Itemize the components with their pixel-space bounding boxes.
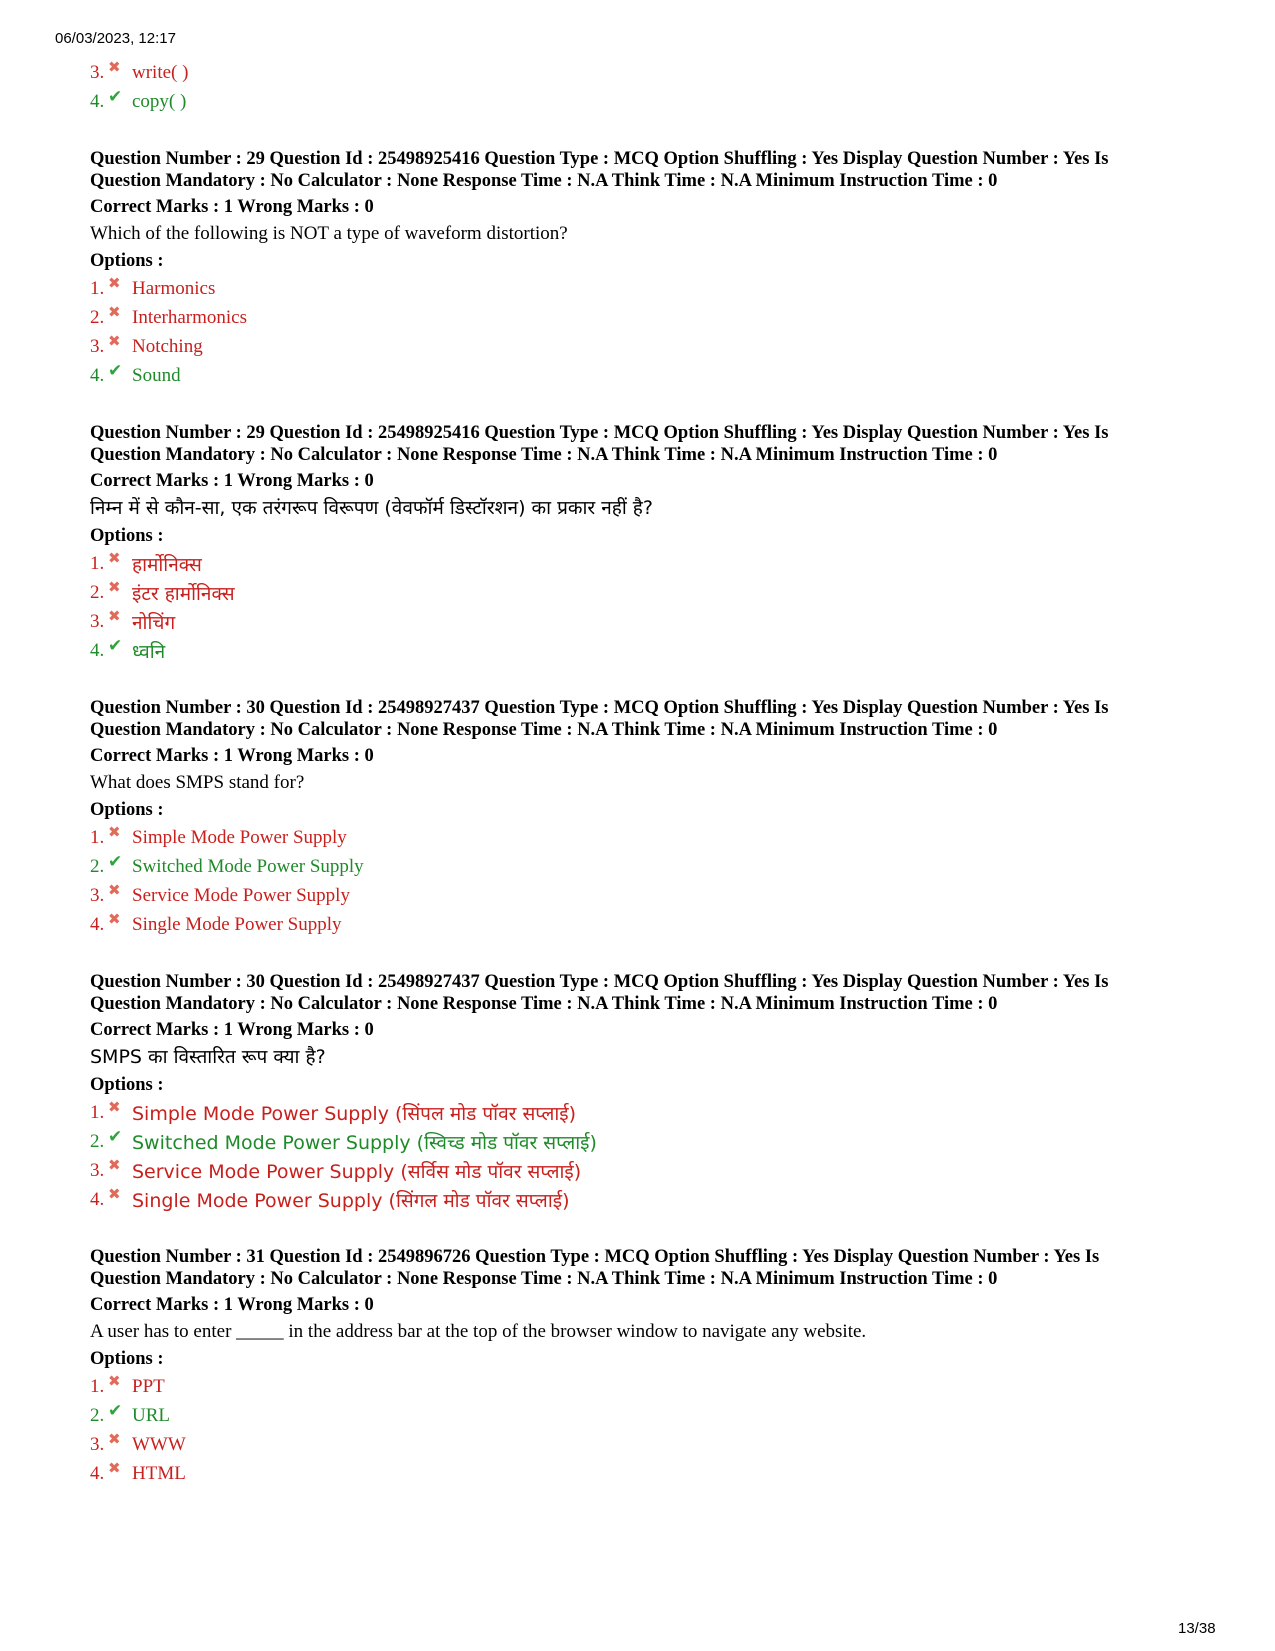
cross-mark-icon: ✖ xyxy=(108,609,121,625)
option-number: 3. xyxy=(90,1159,105,1181)
option-item xyxy=(90,1401,1200,1430)
question-text xyxy=(90,220,1200,248)
cross-mark-icon: ✖ xyxy=(108,580,121,596)
option-text: PPT xyxy=(132,1375,165,1397)
question-meta-line-2: Question Mandatory : No Calculator : None Response Time : N.A Think Time : N.A Minimum Instruction Time : 0 xyxy=(90,1269,998,1289)
option-number: 4. xyxy=(90,639,105,661)
option-item xyxy=(90,1127,1200,1156)
option-text: Harmonics xyxy=(132,277,216,299)
option-text: हार्मोनिक्स xyxy=(132,553,202,576)
question-text-content: What does SMPS stand for? xyxy=(90,772,305,793)
carryover-options xyxy=(90,58,1200,116)
option-number: 1. xyxy=(90,1101,105,1123)
check-mark-icon: ✔ xyxy=(108,635,123,655)
option-number: 2. xyxy=(90,581,105,603)
question-meta-line-1: Question Number : 30 Question Id : 25498927437 Question Type : MCQ Option Shuffling : Yes Display Question Number : Yes Is xyxy=(90,698,1109,718)
question-marks: Correct Marks : 1 Wrong Marks : 0 xyxy=(90,1020,374,1040)
option-item xyxy=(90,636,1200,665)
option-item xyxy=(90,58,1200,87)
option-number: 2. xyxy=(90,306,105,328)
option-text: Single Mode Power Supply (सिंगल मोड पॉवर सप्लाई) xyxy=(132,1189,570,1212)
option-text: Simple Mode Power Supply (सिंपल मोड पॉवर सप्लाई) xyxy=(132,1102,577,1125)
cross-mark-icon: ✖ xyxy=(108,1158,121,1174)
option-number: 4. xyxy=(90,90,105,112)
option-item xyxy=(90,881,1200,910)
question-block xyxy=(90,422,1200,665)
options-list xyxy=(90,274,1200,390)
check-mark-icon: ✔ xyxy=(108,1126,123,1146)
check-mark-icon: ✔ xyxy=(108,851,123,871)
option-item xyxy=(90,87,1200,116)
cross-mark-icon: ✖ xyxy=(108,912,121,928)
option-text: Switched Mode Power Supply xyxy=(132,855,364,877)
options-label: Options : xyxy=(90,251,164,271)
option-number: 2. xyxy=(90,855,105,877)
cross-mark-icon: ✖ xyxy=(108,1100,121,1116)
options-list xyxy=(90,823,1200,939)
option-item xyxy=(90,852,1200,881)
options-list xyxy=(90,1098,1200,1214)
question-marks: Correct Marks : 1 Wrong Marks : 0 xyxy=(90,471,374,491)
cross-mark-icon: ✖ xyxy=(108,1461,121,1477)
cross-mark-icon: ✖ xyxy=(108,60,121,76)
option-item xyxy=(90,578,1200,607)
option-number: 1. xyxy=(90,1375,105,1397)
question-text-content: SMPS का विस्तारित रूप क्या है? xyxy=(90,1046,326,1068)
question-block xyxy=(90,148,1200,390)
option-text: Simple Mode Power Supply xyxy=(132,826,347,848)
question-meta-line-2: Question Mandatory : No Calculator : None Response Time : N.A Think Time : N.A Minimum Instruction Time : 0 xyxy=(90,445,998,465)
option-number: 1. xyxy=(90,826,105,848)
option-number: 3. xyxy=(90,1433,105,1455)
question-marks: Correct Marks : 1 Wrong Marks : 0 xyxy=(90,1295,374,1315)
option-item xyxy=(90,1185,1200,1214)
cross-mark-icon: ✖ xyxy=(108,883,121,899)
option-text: URL xyxy=(132,1404,170,1426)
question-list xyxy=(90,148,1200,1488)
cross-mark-icon: ✖ xyxy=(108,1374,121,1390)
question-paper xyxy=(90,58,1200,1488)
question-meta-line-2: Question Mandatory : No Calculator : None Response Time : N.A Think Time : N.A Minimum Instruction Time : 0 xyxy=(90,171,998,191)
cross-mark-icon: ✖ xyxy=(108,334,121,350)
question-meta-line-2: Question Mandatory : No Calculator : None Response Time : N.A Think Time : N.A Minimum Instruction Time : 0 xyxy=(90,720,998,740)
cross-mark-icon: ✖ xyxy=(108,825,121,841)
option-number: 2. xyxy=(90,1130,105,1152)
question-meta-line-2: Question Mandatory : No Calculator : None Response Time : N.A Think Time : N.A Minimum Instruction Time : 0 xyxy=(90,994,998,1014)
option-item xyxy=(90,1459,1200,1488)
option-item xyxy=(90,1430,1200,1459)
option-number: 4. xyxy=(90,364,105,386)
question-text-content: A user has to enter _____ in the address bar at the top of the browser window to navigate any website. xyxy=(90,1321,867,1342)
option-number: 3. xyxy=(90,61,105,83)
check-mark-icon: ✔ xyxy=(108,86,123,106)
option-number: 3. xyxy=(90,610,105,632)
options-label: Options : xyxy=(90,526,164,546)
question-meta-line-1: Question Number : 31 Question Id : 2549896726 Question Type : MCQ Option Shuffling : Yes Display Question Number : Yes Is xyxy=(90,1247,1100,1267)
cross-mark-icon: ✖ xyxy=(108,276,121,292)
option-item xyxy=(90,910,1200,939)
options-label: Options : xyxy=(90,800,164,820)
check-mark-icon: ✔ xyxy=(108,1400,123,1420)
question-block xyxy=(90,697,1200,939)
option-text: HTML xyxy=(132,1462,186,1484)
question-text xyxy=(90,769,1200,797)
option-number: 1. xyxy=(90,277,105,299)
cross-mark-icon: ✖ xyxy=(108,1432,121,1448)
question-text-content: Which of the following is NOT a type of waveform distortion? xyxy=(90,223,568,244)
option-item xyxy=(90,1372,1200,1401)
option-text: Service Mode Power Supply (सर्विस मोड पॉवर सप्लाई) xyxy=(132,1160,582,1183)
question-meta-line-1: Question Number : 30 Question Id : 25498927437 Question Type : MCQ Option Shuffling : Yes Display Question Number : Yes Is xyxy=(90,972,1109,992)
options-label: Options : xyxy=(90,1349,164,1369)
question-marks: Correct Marks : 1 Wrong Marks : 0 xyxy=(90,746,374,766)
question-block xyxy=(90,971,1200,1214)
option-item xyxy=(90,549,1200,578)
option-item xyxy=(90,361,1200,390)
option-number: 4. xyxy=(90,913,105,935)
option-text: write( ) xyxy=(132,61,189,83)
page-number: 13/38 xyxy=(1178,1620,1216,1637)
question-text xyxy=(90,1043,1200,1072)
option-number: 3. xyxy=(90,335,105,357)
option-text: copy( ) xyxy=(132,90,187,112)
options-list xyxy=(90,1372,1200,1488)
option-number: 4. xyxy=(90,1462,105,1484)
question-text xyxy=(90,1318,1200,1346)
option-number: 2. xyxy=(90,1404,105,1426)
option-item xyxy=(90,332,1200,361)
option-number: 1. xyxy=(90,552,105,574)
option-number: 3. xyxy=(90,884,105,906)
option-number: 4. xyxy=(90,1188,105,1210)
cross-mark-icon: ✖ xyxy=(108,1187,121,1203)
option-item xyxy=(90,274,1200,303)
option-item xyxy=(90,823,1200,852)
question-text xyxy=(90,494,1200,523)
option-item xyxy=(90,607,1200,636)
option-text: Interharmonics xyxy=(132,306,248,328)
option-item xyxy=(90,303,1200,332)
option-text: Notching xyxy=(132,335,203,357)
cross-mark-icon: ✖ xyxy=(108,551,121,567)
option-text: Switched Mode Power Supply (स्विच्ड मोड पॉवर सप्लाई) xyxy=(132,1131,597,1154)
options-label: Options : xyxy=(90,1075,164,1095)
question-block xyxy=(90,1246,1200,1488)
question-text-content: निम्न में से कौन-सा, एक तरंगरूप विरूपण (वेवफॉर्म डिस्टॉरशन) का प्रकार नहीं है? xyxy=(90,497,653,519)
option-text: WWW xyxy=(132,1433,186,1455)
option-item xyxy=(90,1156,1200,1185)
option-text: नोचिंग xyxy=(132,611,176,634)
options-list xyxy=(90,549,1200,665)
option-text: Single Mode Power Supply xyxy=(132,913,342,935)
option-text: Sound xyxy=(132,364,181,386)
option-text: इंटर हार्मोनिक्स xyxy=(132,582,235,605)
question-marks: Correct Marks : 1 Wrong Marks : 0 xyxy=(90,197,374,217)
option-text: ध्वनि xyxy=(132,640,166,663)
question-meta-line-1: Question Number : 29 Question Id : 25498925416 Question Type : MCQ Option Shuffling : Yes Display Question Number : Yes Is xyxy=(90,149,1109,169)
option-item xyxy=(90,1098,1200,1127)
question-meta-line-1: Question Number : 29 Question Id : 25498925416 Question Type : MCQ Option Shuffling : Yes Display Question Number : Yes Is xyxy=(90,423,1109,443)
cross-mark-icon: ✖ xyxy=(108,305,121,321)
print-timestamp: 06/03/2023, 12:17 xyxy=(55,30,176,47)
option-text: Service Mode Power Supply xyxy=(132,884,350,906)
check-mark-icon: ✔ xyxy=(108,360,123,380)
